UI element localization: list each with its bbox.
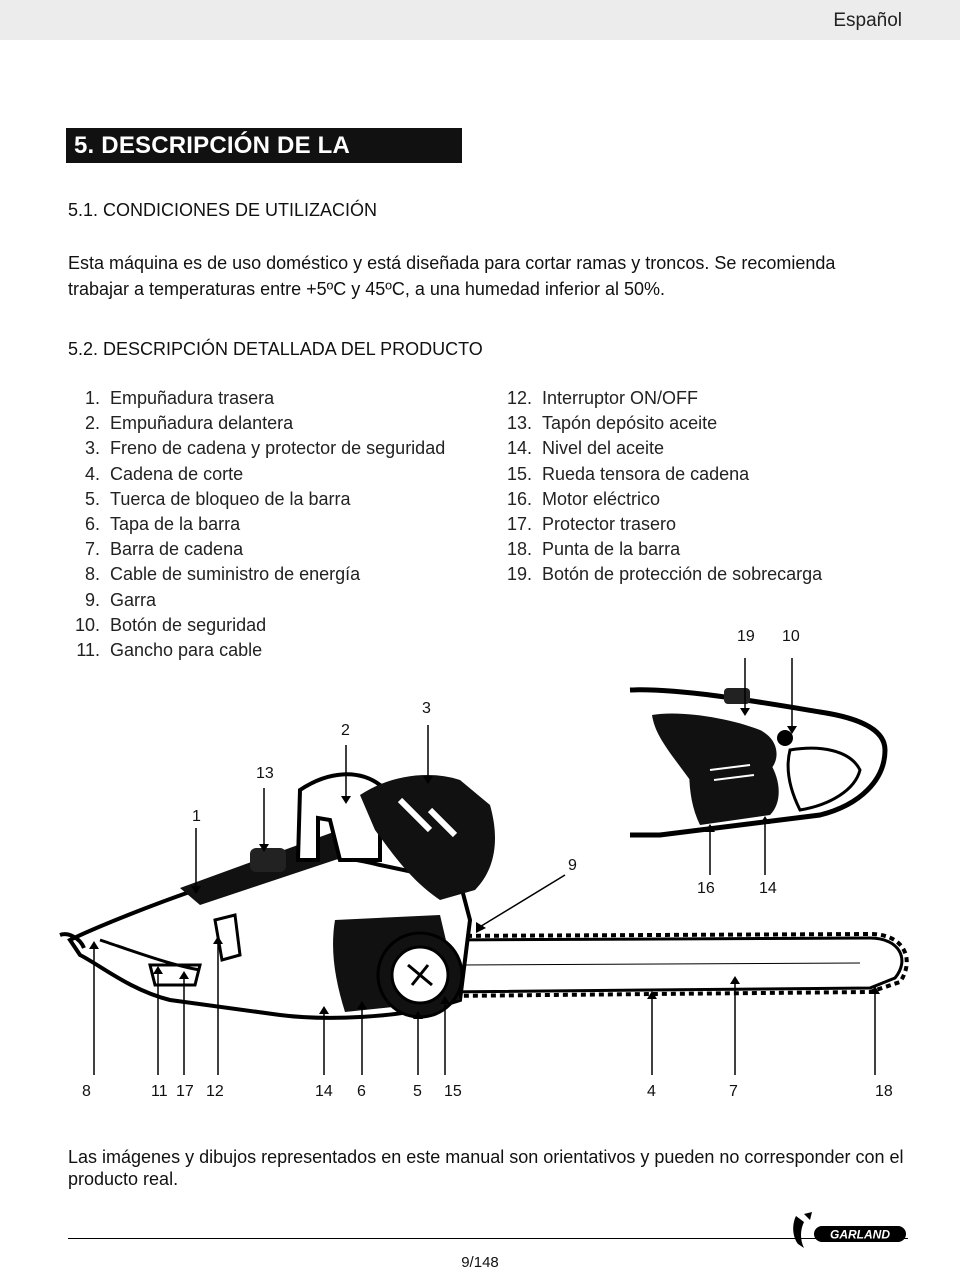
part-number: 7. xyxy=(84,539,100,560)
callout-11: 11 xyxy=(151,1083,168,1100)
part-number: 1. xyxy=(84,388,100,408)
detail-inset xyxy=(630,685,885,835)
callout-10: 10 xyxy=(782,628,800,645)
part-number: 11. xyxy=(76,639,100,660)
footnote-disclaimer: Las imágenes y dibujos representados en este manual son orientativos y pueden no corresponder con el producto real. xyxy=(68,1147,904,1189)
part-number: 10. xyxy=(74,614,100,635)
part-label: Botón de protección de sobrecarga xyxy=(542,564,823,585)
callout-16: 16 xyxy=(697,880,715,897)
callout-19: 19 xyxy=(737,628,755,645)
part-list-item xyxy=(490,512,822,537)
callout-18: 18 xyxy=(875,1083,893,1100)
part-list-item xyxy=(490,386,822,411)
part-list-item xyxy=(58,411,445,436)
part-list-item xyxy=(58,462,445,487)
part-number: 15. xyxy=(506,463,532,484)
part-list-item xyxy=(490,562,822,587)
callout-2: 2 xyxy=(341,722,350,739)
part-number: 19. xyxy=(506,564,532,585)
subsection-title-description: 5.2. DESCRIPCIÓN DETALLADA DEL PRODUCTO xyxy=(68,339,483,359)
part-number: 18. xyxy=(506,539,532,560)
part-label: Garra xyxy=(110,589,157,610)
part-number: 5. xyxy=(84,488,100,509)
part-number: 6. xyxy=(84,513,100,534)
part-list-item xyxy=(58,512,445,537)
part-number: 12. xyxy=(506,388,532,408)
part-number: 16. xyxy=(506,488,532,509)
part-number: 4. xyxy=(84,463,100,484)
chainsaw-body xyxy=(60,774,495,1017)
part-number: 2. xyxy=(84,413,100,434)
part-number: 9. xyxy=(84,589,100,610)
callout-4: 4 xyxy=(647,1083,656,1100)
header-bar xyxy=(0,0,960,40)
part-label: Barra de cadena xyxy=(110,539,244,560)
chainsaw-illustration xyxy=(0,620,960,1120)
part-label: Gancho para cable xyxy=(110,639,263,660)
part-label: Nivel del aceite xyxy=(542,438,665,459)
part-number: 17. xyxy=(506,513,532,534)
part-label: Cadena de corte xyxy=(110,463,244,484)
part-label: Tuerca de bloqueo de la barra xyxy=(110,488,351,509)
part-list-item xyxy=(58,386,445,411)
callout-15: 15 xyxy=(444,1083,462,1100)
part-label: Rueda tensora de cadena xyxy=(542,463,750,484)
callout-12: 12 xyxy=(206,1083,224,1100)
part-label: Empuñadura delantera xyxy=(110,413,294,434)
callout-7: 7 xyxy=(729,1083,738,1100)
part-list-item xyxy=(58,487,445,512)
part-list-item xyxy=(58,537,445,562)
part-list-item xyxy=(58,588,445,613)
callout-17: 17 xyxy=(176,1083,194,1100)
callout-3: 3 xyxy=(422,700,431,717)
section-title: 5. DESCRIPCIÓN DE LA MÁQUINA xyxy=(66,128,462,163)
callout-13: 13 xyxy=(256,765,274,782)
callout-1: 1 xyxy=(192,808,201,825)
part-label: Tapa de la barra xyxy=(110,513,241,534)
part-list-item xyxy=(490,462,822,487)
part-list-item xyxy=(490,436,822,461)
header-language: Español xyxy=(833,10,902,31)
part-label: Botón de seguridad xyxy=(110,614,267,635)
part-label: Motor eléctrico xyxy=(542,488,661,509)
part-number: 13. xyxy=(506,413,532,434)
callout-5: 5 xyxy=(413,1083,422,1100)
part-number: 3. xyxy=(84,438,100,459)
part-label: Protector trasero xyxy=(542,513,677,534)
part-list-item xyxy=(490,487,822,512)
garland-logo-text: GARLAND xyxy=(830,1227,890,1242)
part-list-item xyxy=(490,537,822,562)
subsection-title-conditions: 5.1. CONDICIONES DE UTILIZACIÓN xyxy=(68,200,378,220)
part-number: 14. xyxy=(506,438,532,459)
footer-divider xyxy=(68,1238,908,1239)
callout-9: 9 xyxy=(568,857,577,874)
part-list-item xyxy=(58,436,445,461)
part-label: Punta de la barra xyxy=(542,539,681,560)
part-list-item xyxy=(490,411,822,436)
part-label: Tapón depósito aceite xyxy=(542,413,718,434)
callout-14-bottom: 14 xyxy=(315,1083,333,1100)
part-number: 8. xyxy=(84,564,100,585)
chainsaw-diagram xyxy=(0,620,960,1120)
callout-8: 8 xyxy=(82,1083,91,1100)
callout-6: 6 xyxy=(357,1083,366,1100)
part-label: Cable de suministro de energía xyxy=(110,564,361,585)
chain-bar xyxy=(440,934,907,996)
part-label: Interruptor ON/OFF xyxy=(542,388,699,408)
callout-14-top: 14 xyxy=(759,880,777,897)
part-label: Empuñadura trasera xyxy=(110,388,275,408)
intro-paragraph: Esta máquina es de uso doméstico y está diseñada para cortar ramas y troncos. Se recomienda trabajar a temperaturas entre +5ºC y 45ºC, a una humedad inferior al 50%. xyxy=(68,253,836,299)
part-list-item xyxy=(58,562,445,587)
parts-list-right xyxy=(490,386,822,588)
page-number: 9/148 xyxy=(461,1254,499,1271)
part-label: Freno de cadena y protector de seguridad xyxy=(110,438,446,459)
garland-logo xyxy=(790,1210,908,1252)
